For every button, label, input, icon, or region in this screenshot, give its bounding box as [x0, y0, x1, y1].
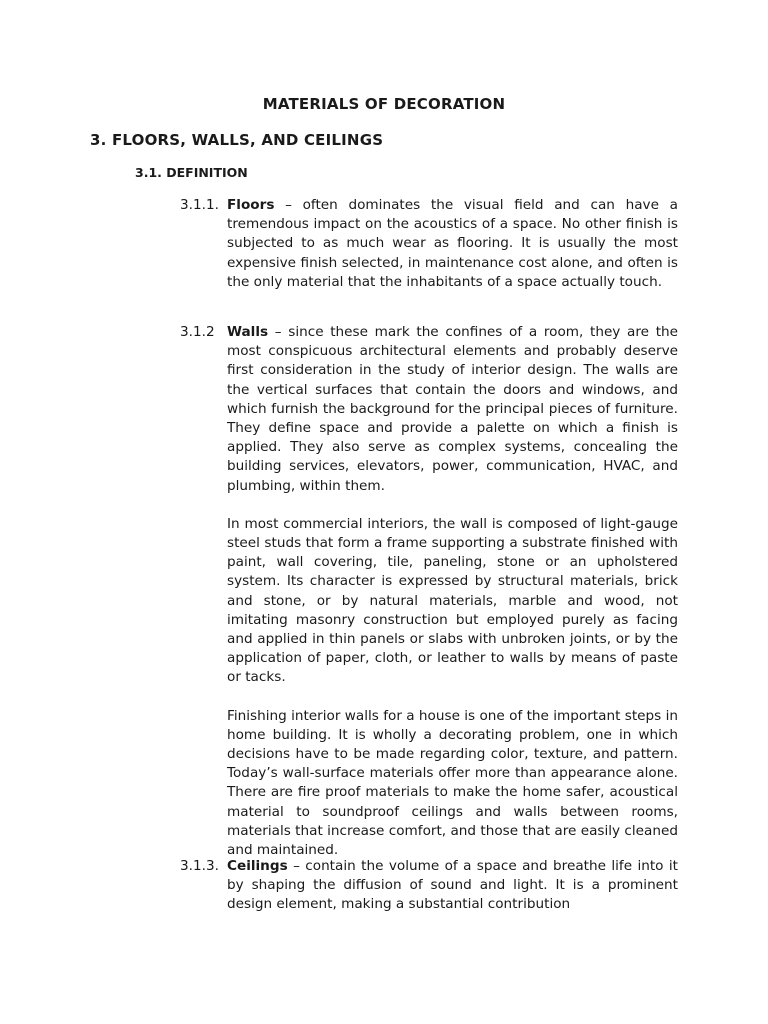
- item-number: 3.1.1.: [180, 197, 219, 213]
- walls-paragraph-commercial: In most commercial interiors, the wall is composed of light-gauge steel studs that form a frame supporting a substrate finished with paint, wall covering, tile, paneling, stone or an upholstered system. Its character is expressed by structural materials, brick and stone, or by natural materials, marble and wood, not imitating masonry construction but employed purely as facing and applied in thin panels or slabs with unbroken joints, or by the application of paper, cloth, or leather to walls by means of paste or tacks.: [227, 515, 678, 686]
- item-text: – contain the volume of a space and breathe life into it by shaping the diffusion of sound and light. It is a prominent design element, making a substantial contribution: [227, 858, 678, 913]
- item-number: 3.1.2: [180, 324, 215, 340]
- item-text: – since these mark the confines of a room, they are the most conspicuous architectural elements and probably deserve first consideration in the study of interior design. The walls are the vertical surfaces that contain the doors and windows, and which furnish the background for the principal pieces of furniture. They define space and provide a palette on which a finish is applied. They also serve as complex systems, concealing the building services, elevators, power, communication, HVAC, and plumbing, within them.: [227, 324, 678, 494]
- definition-item-ceilings: [180, 857, 678, 915]
- definition-item-floors: [180, 196, 678, 292]
- chapter-heading: 3. FLOORS, WALLS, AND CEILINGS: [90, 131, 384, 149]
- walls-paragraph-house: Finishing interior walls for a house is one of the important steps in home building. It is wholly a decorating problem, one in which decisions have to be made regarding color, texture, and pattern. Today’s wall-surface materials offer more than appearance alone. There are fire proof materials to make the home safer, acoustical material to soundproof ceilings and walls between rooms, materials that increase comfort, and those that are easily cleaned and maintained.: [227, 707, 678, 859]
- item-text: – often dominates the visual field and can have a tremendous impact on the acoustics of a space. No other finish is subjected to as much wear as flooring. It is usually the most expensive finish selected, in maintenance cost alone, and often is the only material that the inhabitants of a space actually touch.: [227, 197, 678, 290]
- item-term: Ceilings: [227, 858, 288, 874]
- definition-item-walls: [180, 323, 678, 860]
- item-body: [227, 196, 678, 292]
- section-heading: 3.1. DEFINITION: [135, 165, 248, 180]
- item-term: Walls: [227, 324, 269, 340]
- item-number: 3.1.3.: [180, 858, 219, 874]
- item-body: [227, 323, 678, 496]
- document-title: MATERIALS OF DECORATION: [262, 95, 506, 113]
- item-term: Floors: [227, 197, 275, 213]
- item-body: [227, 857, 678, 915]
